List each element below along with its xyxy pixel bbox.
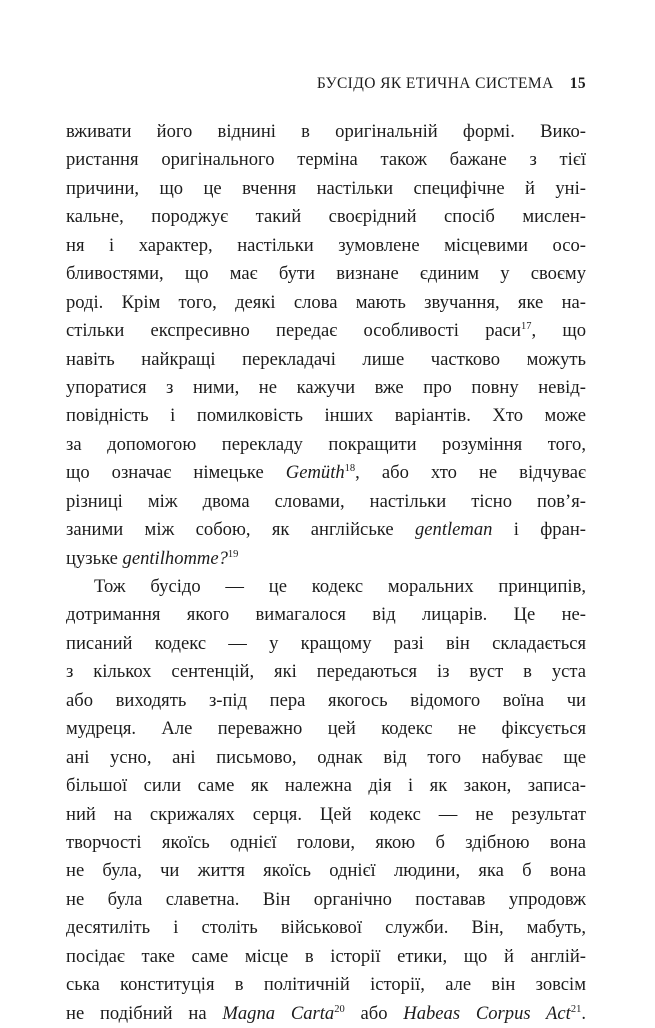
text-line: творчості якоїсь однієї голови, якою б здібною вона	[66, 831, 586, 853]
text-line: ня і характер, настільки зумовлене місцевими осо-	[66, 234, 586, 256]
footnote-ref-18[interactable]: 18	[344, 463, 356, 475]
italic-term-gemuth: Gemüth	[285, 462, 345, 484]
text-line: ний на скрижалях серця. Цей кодекс — не результат	[66, 803, 586, 825]
running-header	[66, 75, 586, 93]
text-line: упоратися з ними, не кажучи вже про повну невід-	[66, 376, 586, 398]
text-line: не була славетна. Він органічно поставав упродовж	[66, 888, 586, 910]
italic-term-gentilhomme: gentilhomme?	[122, 547, 228, 569]
text-line: ані усно, ані письмово, однак від того набуває ще	[66, 746, 586, 768]
text-line	[66, 545, 586, 573]
paragraph-1	[66, 118, 586, 573]
text-line: Тож бусідо — це кодекс моральних принципів,	[94, 576, 586, 597]
text-run: цузьке	[66, 547, 123, 569]
footnote-ref-19[interactable]: 19	[227, 548, 239, 560]
text-line: з кількох сентенцій, які передаються із вуст в уста	[66, 661, 586, 683]
text-line: писаний кодекс — у кращому разі він складається	[66, 632, 586, 654]
text-line: мудреця. Але переважно цей кодекс не фіксується	[66, 718, 586, 740]
text-line: кальне, породжує такий своєрідний спосіб мислен-	[66, 206, 586, 228]
text-line: різниці між двома словами, настільки тісно пов’я-	[66, 490, 586, 512]
italic-term-magna-carta: Magna Carta	[222, 1002, 335, 1024]
text-line: дотримання якого вимагалося від лицарів. Це не-	[66, 604, 586, 626]
text-line	[66, 459, 586, 487]
text-run: , або хто не відчуває	[355, 462, 586, 484]
text-run: або	[344, 1002, 404, 1024]
footnote-ref-17[interactable]: 17	[520, 321, 532, 333]
text-line: за допомогою перекладу покращити розуміння того,	[66, 433, 586, 455]
text-line: десятиліть і століть військової служби. Він, мабуть,	[66, 917, 586, 939]
text-run: , що	[531, 320, 586, 342]
body-text	[66, 118, 586, 1028]
text-line: ська конституція в політичній історії, але він зовсім	[66, 974, 586, 996]
text-line: або виходять з-під пера якогось відомого воїна чи	[66, 689, 586, 711]
text-run: що означає німецьке	[66, 462, 286, 484]
text-line: причини, що це вчення настільки специфічне й уні-	[66, 177, 586, 199]
text-line: повідність і помилковість інших варіантів. Хто може	[66, 405, 586, 427]
page-number: 15	[569, 75, 586, 92]
text-line	[66, 317, 586, 345]
text-line	[66, 516, 586, 544]
text-line: ристання оригінального терміна також бажане з тієї	[66, 149, 586, 171]
text-line: роді. Крім того, деякі слова мають звучання, яке на-	[66, 291, 586, 313]
text-run: не подібний на	[66, 1002, 223, 1024]
paragraph-2	[66, 573, 586, 1028]
text-run: .	[581, 1002, 586, 1024]
footnote-ref-21[interactable]: 21	[570, 1003, 582, 1015]
italic-term-gentleman: gentleman	[414, 519, 493, 541]
footnote-ref-20[interactable]: 20	[334, 1003, 345, 1015]
text-line: не була, чи життя якоїсь однієї людини, яка б вона	[66, 860, 586, 882]
italic-term-habeas-corpus: Habeas Corpus Act	[403, 1002, 571, 1024]
text-run: стільки експресивно передає особливості раси	[66, 320, 521, 342]
text-run: і фран-	[492, 519, 586, 541]
text-line: бливостями, що має бути визнане єдиним у своєму	[66, 263, 586, 285]
text-line: посідає таке саме місце в історії етики, що й англій-	[66, 945, 586, 967]
text-line: навіть найкращі перекладачі лише частково можуть	[66, 348, 586, 370]
running-title: БУСІДО ЯК ЕТИЧНА СИСТЕМА	[316, 75, 554, 92]
text-line: більшої сили саме як належна дія і як закон, записа-	[66, 775, 586, 797]
text-run: заними між собою, як англійське	[66, 519, 415, 541]
text-line: вживати його віднині в оригінальній формі. Вико-	[66, 121, 586, 142]
